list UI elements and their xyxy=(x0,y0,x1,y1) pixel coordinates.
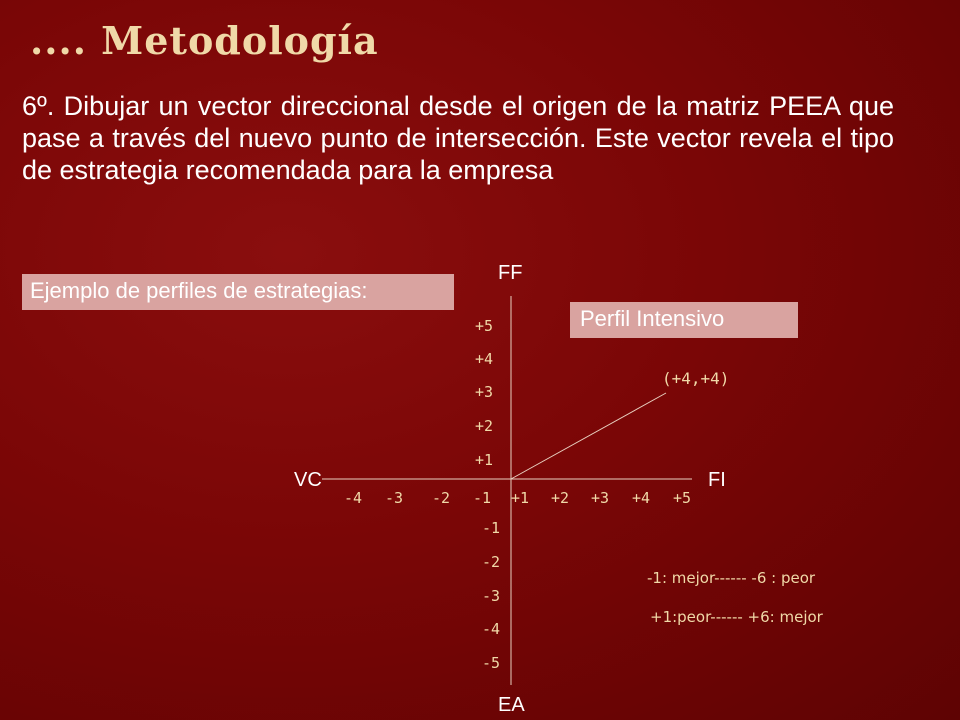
y-tick-label: +1 xyxy=(475,451,494,469)
x-tick-label: -3 xyxy=(385,489,404,507)
axis-label-ea: EA xyxy=(498,694,525,716)
x-tick-label: -2 xyxy=(432,489,451,507)
x-tick-label: +3 xyxy=(591,489,610,507)
x-tick-label: +2 xyxy=(551,489,570,507)
y-tick-label: -1 xyxy=(482,519,501,537)
axis-label-fi: FI xyxy=(708,469,726,491)
y-tick-label: +5 xyxy=(475,317,494,335)
examples-label-box: Ejemplo de perfiles de estrategias: xyxy=(22,274,454,310)
profile-label-box: Perfil Intensivo xyxy=(570,302,798,338)
y-tick-label: -2 xyxy=(482,553,501,571)
legend-line-1: -1: mejor------ -6 : peor xyxy=(647,569,816,587)
y-tick-label: -5 xyxy=(482,654,501,672)
x-tick-label: -1 xyxy=(473,489,492,507)
instruction-paragraph: 6º. Dibujar un vector direccional desde el origen de la matriz PEEA que pase a través del nuevo punto de intersección. Este vector revela el tipo de estrategia recomendada para la empresa xyxy=(22,91,894,185)
y-tick-label: +2 xyxy=(475,417,494,435)
legend-line-2: +1:peor------ +6: mejor xyxy=(650,608,823,626)
y-tick-label: -4 xyxy=(482,620,501,638)
direction-vector xyxy=(511,393,666,479)
y-tick-label: -3 xyxy=(482,587,501,605)
slide-title: .... Metodología xyxy=(30,18,379,63)
x-tick-label: +4 xyxy=(632,489,651,507)
x-tick-label: +1 xyxy=(511,489,530,507)
x-tick-label: +5 xyxy=(673,489,692,507)
axis-label-vc: VC xyxy=(294,469,322,491)
y-tick-label: +4 xyxy=(475,350,494,368)
vector-point-label: (+4,+4) xyxy=(662,369,730,388)
x-tick-label: -4 xyxy=(344,489,363,507)
y-tick-label: +3 xyxy=(475,383,494,401)
axis-label-ff: FF xyxy=(498,262,523,284)
